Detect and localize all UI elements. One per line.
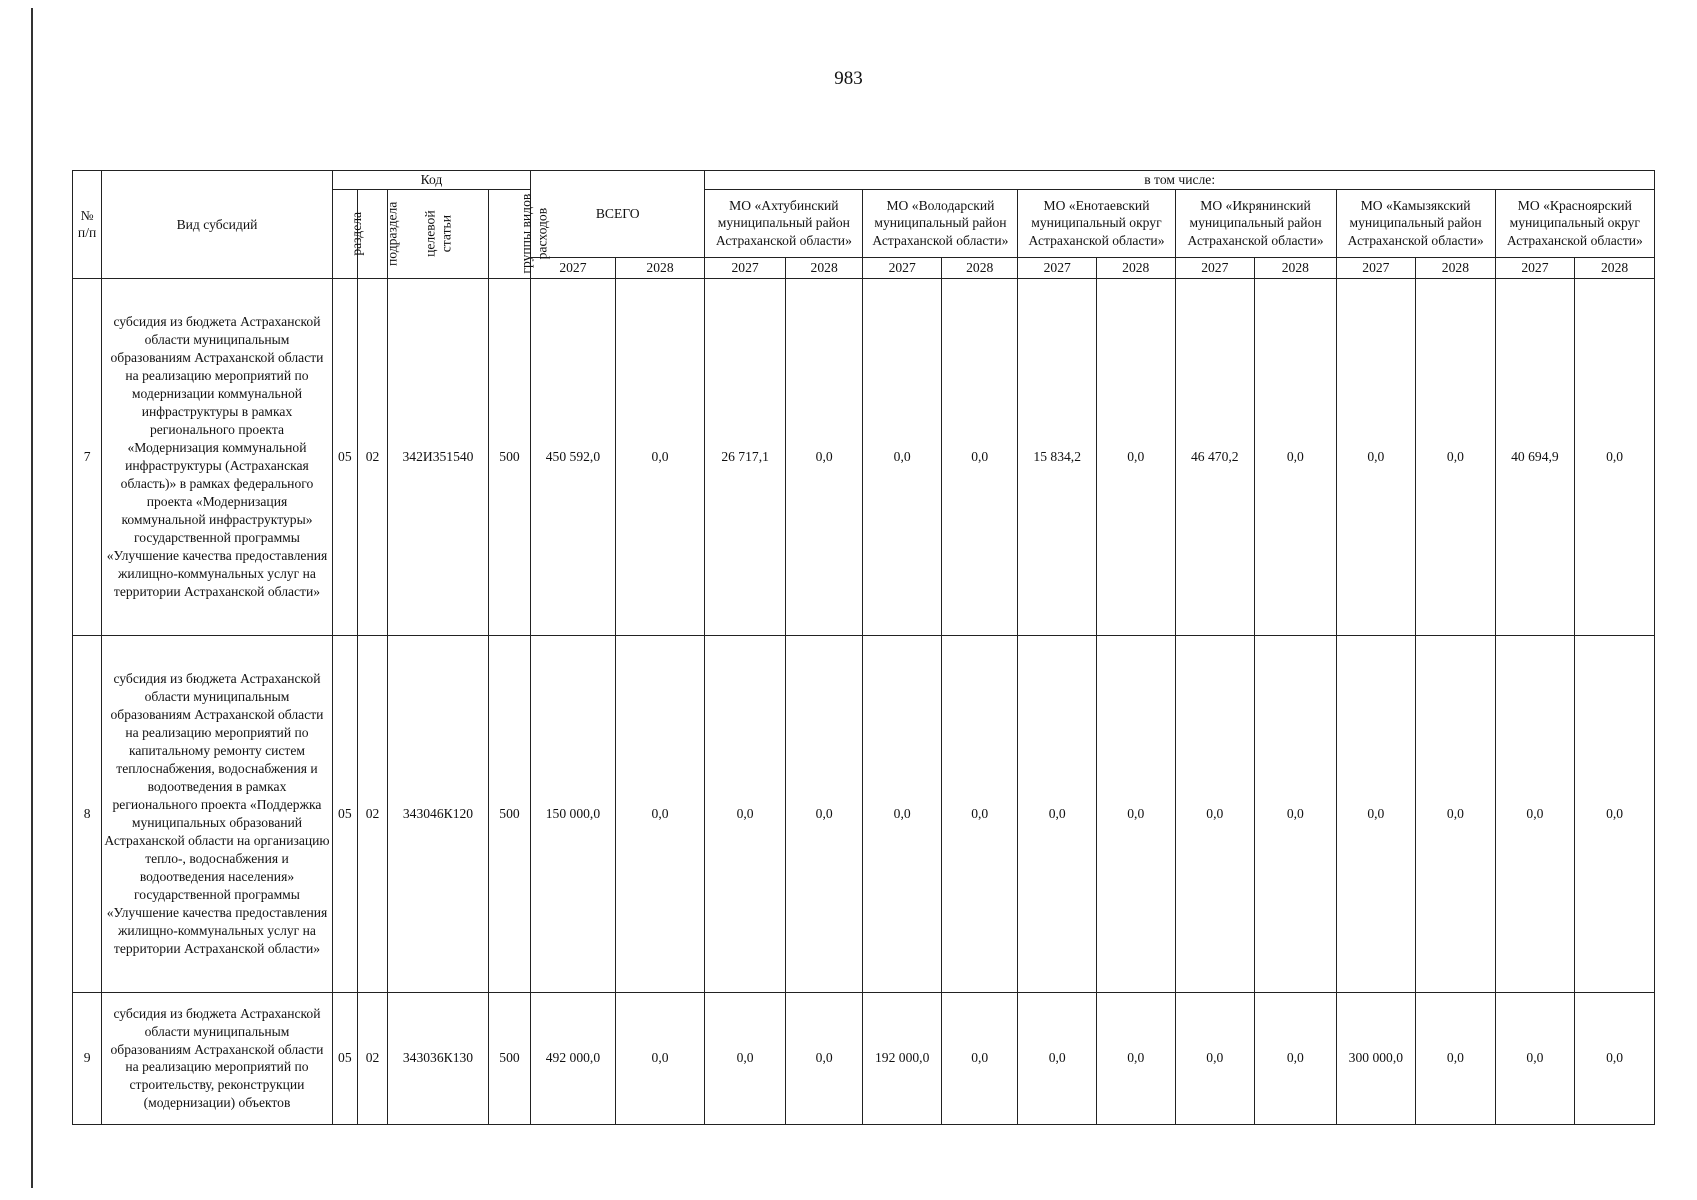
row-value: 0,0 xyxy=(941,992,1018,1124)
row-section: 05 xyxy=(332,992,357,1124)
row-section: 05 xyxy=(332,635,357,992)
row-value: 0,0 xyxy=(1575,992,1655,1124)
row-value: 0,0 xyxy=(1175,635,1255,992)
header-municipality-1: МО «Ахтубинский муниципальный район Астраханской области» xyxy=(705,189,863,257)
page-number: 983 xyxy=(834,68,863,89)
year-2027: 2027 xyxy=(1175,257,1255,278)
row-value: 0,0 xyxy=(1575,278,1655,635)
row-value: 0,0 xyxy=(705,992,786,1124)
row-value: 0,0 xyxy=(1255,635,1337,992)
row-value: 15 834,2 xyxy=(1018,278,1097,635)
row-target-code: 343036К130 xyxy=(388,992,489,1124)
row-value: 0,0 xyxy=(941,278,1018,635)
year-2028: 2028 xyxy=(941,257,1018,278)
header-row-1 xyxy=(73,171,1655,190)
row-section: 05 xyxy=(332,278,357,635)
row-value: 0,0 xyxy=(1255,992,1337,1124)
row-subsection: 02 xyxy=(357,278,387,635)
row-total-2028: 0,0 xyxy=(615,992,705,1124)
year-2028: 2028 xyxy=(785,257,863,278)
row-value: 0,0 xyxy=(785,992,863,1124)
header-code-target: целевой статьи xyxy=(388,189,489,278)
row-total-2027: 492 000,0 xyxy=(531,992,616,1124)
row-total-2028: 0,0 xyxy=(615,278,705,635)
subsidies-table xyxy=(72,170,1655,1125)
year-2028: 2028 xyxy=(1096,257,1175,278)
row-value: 0,0 xyxy=(1096,635,1175,992)
year-2027: 2027 xyxy=(1018,257,1097,278)
row-value: 0,0 xyxy=(1575,635,1655,992)
year-2027: 2027 xyxy=(1336,257,1416,278)
row-value: 0,0 xyxy=(785,278,863,635)
row-value: 0,0 xyxy=(1096,278,1175,635)
row-value: 26 717,1 xyxy=(705,278,786,635)
row-value: 46 470,2 xyxy=(1175,278,1255,635)
row-value: 0,0 xyxy=(1018,992,1097,1124)
header-including: в том числе: xyxy=(705,171,1655,190)
row-num: 8 xyxy=(73,635,102,992)
row-value: 0,0 xyxy=(1255,278,1337,635)
year-2028: 2028 xyxy=(1575,257,1655,278)
row-value: 0,0 xyxy=(1495,635,1575,992)
row-value: 0,0 xyxy=(785,635,863,992)
header-code-subsection: подраздела xyxy=(357,189,387,278)
header-municipality-5: МО «Камызякский муниципальный район Астраханской области» xyxy=(1336,189,1495,257)
row-target-code: 343046К120 xyxy=(388,635,489,992)
row-value: 0,0 xyxy=(1336,278,1416,635)
row-value: 0,0 xyxy=(1175,992,1255,1124)
row-description: субсидия из бюджета Астраханской области муниципальным образованиям Астраханской области на реализацию мероприятий по модернизации коммунальной инфраструктуры в рамках регионального проекта «Модернизация коммунальной инфраструктуры (Астраханская область)» в рамках федерального проекта «Модернизация коммунальной инфраструктуры» государственной программы «Улучшение качества предоставления жилищно-коммунальных услуг на территории Астраханской области» xyxy=(102,278,333,635)
header-subsidy-type: Вид субсидий xyxy=(102,171,333,279)
row-subsection: 02 xyxy=(357,635,387,992)
row-group-code: 500 xyxy=(488,278,530,635)
header-municipality-4: МО «Икрянинский муниципальный район Астраханской области» xyxy=(1175,189,1336,257)
row-num: 9 xyxy=(73,992,102,1124)
row-description: субсидия из бюджета Астраханской области муниципальным образованиям Астраханской области на реализацию мероприятий по строительству, реконструкции (модернизации) объектов xyxy=(102,992,333,1124)
row-total-2028: 0,0 xyxy=(615,635,705,992)
year-2027: 2027 xyxy=(531,257,616,278)
binding-margin-line xyxy=(31,8,33,1188)
row-value: 0,0 xyxy=(863,278,942,635)
row-value: 0,0 xyxy=(1416,278,1496,635)
row-value: 300 000,0 xyxy=(1336,992,1416,1124)
row-num: 7 xyxy=(73,278,102,635)
row-group-code: 500 xyxy=(488,992,530,1124)
table-row xyxy=(73,635,1655,992)
row-value: 0,0 xyxy=(705,635,786,992)
header-num: № п/п xyxy=(73,171,102,279)
row-value: 0,0 xyxy=(1096,992,1175,1124)
table-row xyxy=(73,992,1655,1124)
header-municipality-6: МО «Красноярский муниципальный округ Астраханской области» xyxy=(1495,189,1654,257)
year-2027: 2027 xyxy=(705,257,786,278)
year-2027: 2027 xyxy=(1495,257,1575,278)
row-value: 0,0 xyxy=(863,635,942,992)
row-group-code: 500 xyxy=(488,635,530,992)
table-row xyxy=(73,278,1655,635)
row-value: 0,0 xyxy=(1495,992,1575,1124)
row-value: 0,0 xyxy=(941,635,1018,992)
year-2027: 2027 xyxy=(863,257,942,278)
year-2028: 2028 xyxy=(1416,257,1496,278)
row-target-code: 342И351540 xyxy=(388,278,489,635)
row-value: 0,0 xyxy=(1416,635,1496,992)
row-value: 40 694,9 xyxy=(1495,278,1575,635)
header-code-section: раздела xyxy=(332,189,357,278)
header-municipality-2: МО «Володарский муниципальный район Астраханской области» xyxy=(863,189,1018,257)
header-total: ВСЕГО xyxy=(531,171,705,258)
row-value: 0,0 xyxy=(1018,635,1097,992)
row-value: 192 000,0 xyxy=(863,992,942,1124)
header-code: Код xyxy=(332,171,530,190)
row-value: 0,0 xyxy=(1336,635,1416,992)
row-value: 0,0 xyxy=(1416,992,1496,1124)
row-total-2027: 450 592,0 xyxy=(531,278,616,635)
row-total-2027: 150 000,0 xyxy=(531,635,616,992)
header-code-group: группы видов расходов xyxy=(488,189,530,278)
year-2028: 2028 xyxy=(1255,257,1337,278)
row-description: субсидия из бюджета Астраханской области муниципальным образованиям Астраханской области на реализацию мероприятий по капитальному ремонту систем теплоснабжения, водоснабжения и водоотведения в рамках регионального проекта «Поддержка муниципальных образований Астраханской области на организацию тепло-, водоснабжения и водоотведения населения» государственной программы «Улучшение качества предоставления жилищно-коммунальных услуг на территории Астраханской области» xyxy=(102,635,333,992)
year-2028: 2028 xyxy=(615,257,705,278)
row-subsection: 02 xyxy=(357,992,387,1124)
header-municipality-3: МО «Енотаевский муниципальный округ Астраханской области» xyxy=(1018,189,1175,257)
